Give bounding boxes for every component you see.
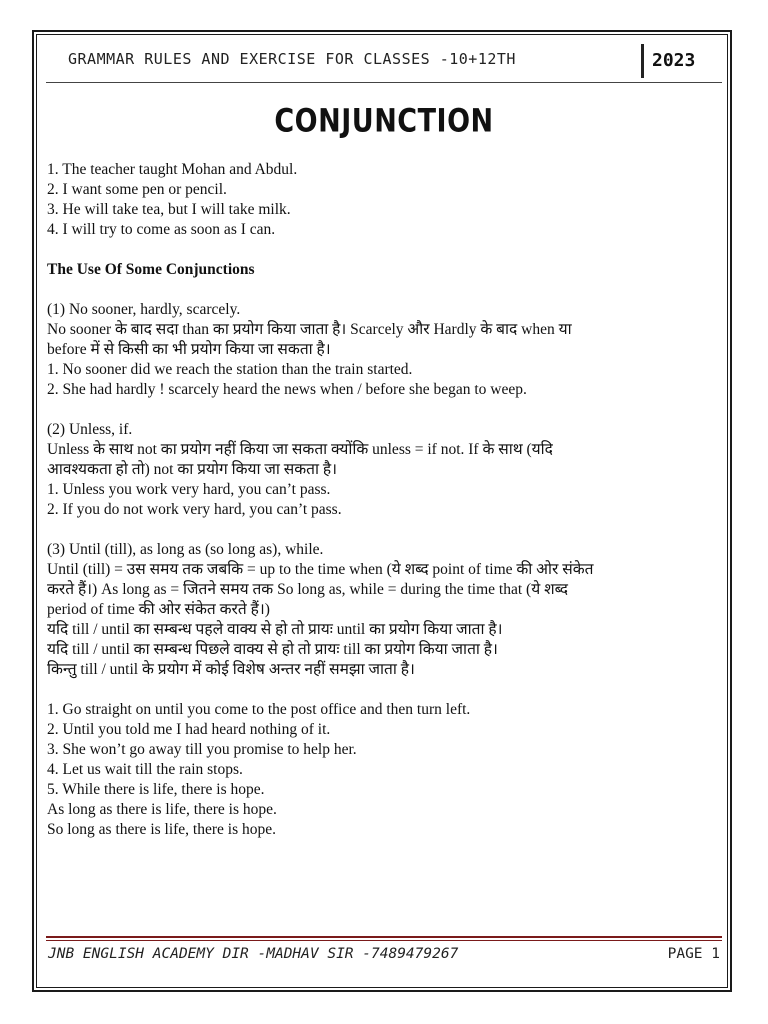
text-line: 2. She had hardly ! scarcely heard the news when / before she began to weep. [47, 381, 527, 398]
text-line: किन्तु till / until के प्रयोग में कोई विशेष अन्तर नहीं समझा जाता है। [47, 661, 415, 678]
header-title: GRAMMAR RULES AND EXERCISE FOR CLASSES -10+12TH [68, 50, 516, 68]
blank-line [47, 280, 723, 300]
footer-page-number: PAGE 1 [667, 946, 720, 962]
blank-line [47, 680, 723, 700]
blank-line [47, 400, 723, 420]
text-line: 5. While there is life, there is hope. [47, 781, 265, 798]
text-line: As long as there is life, there is hope. [47, 801, 277, 818]
blank-line [47, 520, 723, 540]
text-line: 3. He will take tea, but I will take milk. [47, 201, 291, 218]
text-line: 4. Let us wait till the rain stops. [47, 761, 243, 778]
footer-rule-thin [46, 940, 722, 941]
document-body [47, 160, 723, 840]
section-heading: The Use Of Some Conjunctions [47, 261, 255, 278]
text-line: 1. Unless you work very hard, you can’t pass. [47, 481, 331, 498]
text-line: 1. The teacher taught Mohan and Abdul. [47, 161, 298, 178]
text-line: यदि till / until का सम्बन्ध पहले वाक्य से हो तो प्रायः until का प्रयोग किया जाता है। [47, 621, 503, 638]
text-line: यदि till / until का सम्बन्ध पिछले वाक्य से हो तो प्रायः till का प्रयोग किया जाता है। [47, 641, 498, 658]
header-year: 2023 [652, 50, 696, 71]
text-line: before में से किसी का भी प्रयोग किया जा सकता है। [47, 341, 331, 358]
text-line: So long as there is life, there is hope. [47, 821, 277, 838]
page-title: CONJUNCTION [274, 102, 494, 141]
text-line: period of time की ओर संकेत करते हैं।) [47, 601, 270, 618]
text-line: 2. Until you told me I had heard nothing of it. [47, 721, 331, 738]
page-header [46, 42, 722, 82]
text-line: Unless के साथ not का प्रयोग नहीं किया जा सकता क्योंकि unless = if not. If के साथ (यदि [47, 441, 553, 458]
text-line: 4. I will try to come as soon as I can. [47, 221, 276, 238]
text-line: 2. If you do not work very hard, you can’t pass. [47, 501, 342, 518]
footer-academy: JNB ENGLISH ACADEMY DIR -MADHAV SIR -7489479267 [48, 946, 459, 962]
text-line: 3. She won’t go away till you promise to help her. [47, 741, 357, 758]
text-line: 1. No sooner did we reach the station than the train started. [47, 361, 413, 378]
text-line: 1. Go straight on until you come to the post office and then turn left. [47, 701, 471, 718]
blank-line [47, 240, 723, 260]
text-line: (1) No sooner, hardly, scarcely. [47, 301, 241, 318]
text-line: No sooner के बाद सदा than का प्रयोग किया जाता है। Scarcely और Hardly के बाद when या [47, 321, 572, 338]
header-rule [46, 82, 722, 83]
header-separator [641, 44, 644, 78]
text-line: (2) Unless, if. [47, 421, 133, 438]
text-line: करते हैं।) As long as = जितने समय तक So long as, while = during the time that (ये शब्द [47, 581, 569, 598]
footer-rule [46, 936, 722, 938]
text-line: Until (till) = उस समय तक जबकि = up to the time when (ये शब्द point of time की ओर संकेत [47, 561, 594, 578]
text-line: 2. I want some pen or pencil. [47, 181, 227, 198]
text-line: (3) Until (till), as long as (so long as), while. [47, 541, 324, 558]
text-line: आवश्यकता हो तो) not का प्रयोग किया जा सकता है। [47, 461, 337, 478]
